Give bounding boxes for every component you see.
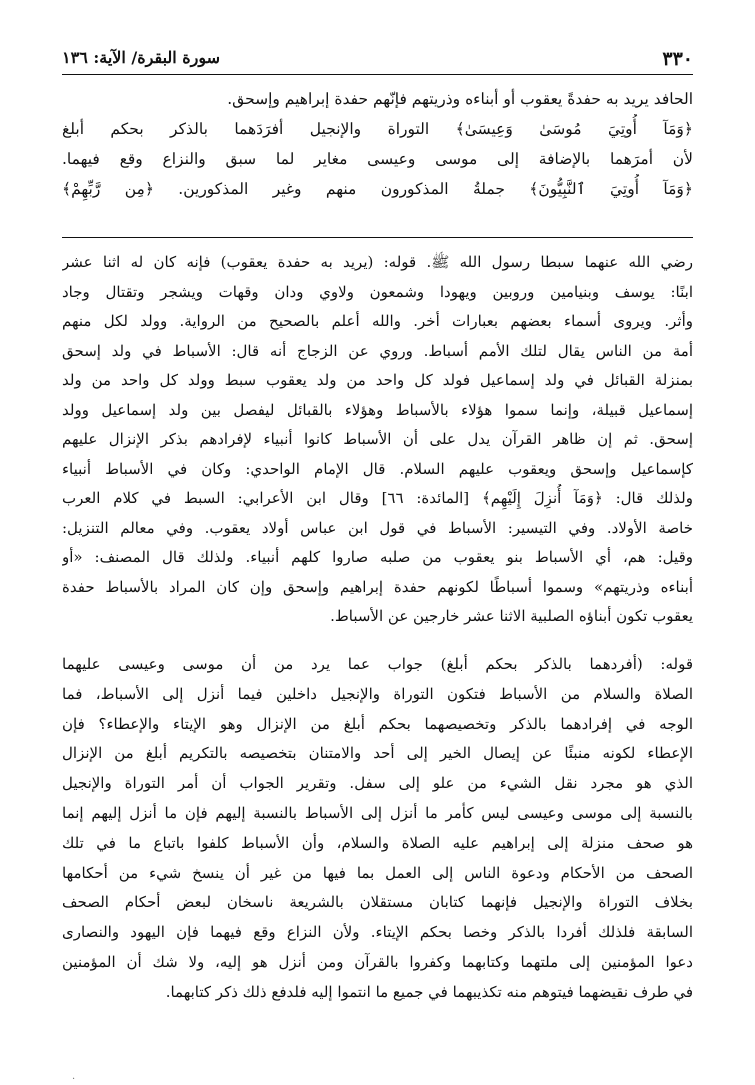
text-line: إسحق. ثم إن ظاهر القرآن يدل على أن الأسباط كانوا أنبياء لإفرادهم بذكر الإنزال عليهم: [62, 430, 693, 448]
text-line: ولذلك قال: ﴿وَمَآ أُنزِلَ إِلَيْهِم﴾ [المائدة: ٦٦] وقال ابن الأعرابي: السبط في كلام العرب: [62, 489, 693, 507]
text-line: ﴿وَمَآ أُوتِيَ ٱلنَّبِيُّونَ﴾ جملةُ المذكورون منهم وغير المذكورين. ﴿مِن رَّبِّهِمْ﴾: [62, 180, 693, 198]
text-line: أمة من الناس يقال لتلك الأمم أسباط. وروي عن الزجاج أنه قال: الأسباط في ولد إسحق: [62, 341, 693, 360]
commentary-section-1: [62, 248, 693, 632]
text-line: في طرف نقيضهما فيتوهم منه تكذيبهما في جميع ما انتموا إليه فلدفع ذلك ذكر كتابهما.: [165, 982, 693, 1001]
text-line: رضي الله عنهما سبطا رسول الله ﷺ. قوله: (يريد به حفدة يعقوب) فإنه كان له اثنا عشر: [62, 253, 693, 271]
text-line: يعقوب تكون أبناؤه الصلبية الاثنا عشر خارجين عن الأسباط.: [330, 607, 693, 625]
text-line: الصحف من الأحكام ودعوة الناس إلى العمل بما فيها من غير أن ينسخ شيء من أحكامها: [62, 863, 693, 882]
text-line: الذي هو مجرد نقل الشيء من علو إلى سفل. وتقرير الجواب أن أمر التوراة والإنجيل: [62, 774, 693, 793]
text-line: لأن أمرَهما بالإضافة إلى موسى وعيسى مغاير لما سبق والنزاع وقع فيهما.: [62, 150, 693, 168]
text-line: إسماعيل قبيلة، وإنما سموا هؤلاء بالأسباط وهؤلاء بالقبائل ليفصل بين ولد إسماعيل وولد: [62, 400, 693, 419]
text-line: الحافد يريد به حفدةً يعقوب أو أبناءه وذريتهم فإنّهم حفدة إبراهيم وإسحق.: [227, 90, 693, 108]
page-header: [62, 46, 693, 75]
text-line: قوله: (أفردهما بالذكر بحكم أبلغ) جواب عما يرد من أن موسى وعيسى عليهما: [62, 655, 693, 673]
text-line: دعوا المؤمنين إلى ملتهما وكتابهما وكفروا بالقرآن ومن أنزل هو إليه، ولا شك أن المؤمنين: [62, 952, 693, 971]
surah-reference: سورة البقرة/ الآية: ١٣٦: [62, 48, 221, 67]
text-line: كإسماعيل وإسحق ويعقوب عليهم السلام. قال الإمام الواحدي: وكان في الأسباط أنبياء: [62, 459, 693, 478]
text-line: أبناءه وذريتهم» وسموا أسباطًا لكونهم حفدة إبراهيم وإسحق وإن كان المراد بالأسباط حفدة: [62, 577, 693, 596]
commentary-section-2: [62, 650, 693, 1008]
page-margin-mark: ·: [72, 1074, 76, 1085]
text-line: وأثر. ويروى أسماء بعضهم بعبارات أخر. والله أعلم بالصحيح من الرواية. وولد لكل منهم: [62, 312, 693, 330]
text-line: السابقة فلذلك أفردا بالذكر وخصا بحكم الإيتاء. ولأن النزاع وقع فيهما فإن اليهود والنصارى: [62, 923, 693, 942]
page-number: ٣٣٠: [662, 48, 693, 70]
text-line: ابنًا: يوسف وبنيامين وروبين ويهودا وشمعون ولاوي ودان وقهات ويشجر وتقتال وجاد: [62, 282, 693, 301]
text-line: الوجه في إفرادهما بالذكر وتخصيصهما بحكم أبلغ من الإنزال وهو الإيتاء والإعطاء؟ فإن: [62, 714, 693, 733]
text-line: خاصة الأولاد. وفي التيسير: الأسباط في قول ابن عباس أولاد يعقوب. وفي معالم التنزيل:: [62, 518, 693, 537]
text-line: هو صحف منزلة إلى إبراهيم عليه الصلاة والسلام، وأن الأسباط كلفوا باتباع ما في تلك: [62, 833, 693, 852]
text-line: ﴿وَمَآ أُوتِيَ مُوسَىٰ وَعِيسَىٰ﴾ التوراة والإنجيل أفرَدَهما بالذكر بحكم أبلغ: [62, 120, 693, 138]
text-line: الإعطاء لكونه منبئًا عن إيصال الخير إلى أحد والامتنان بتخصيصه بالتكريم أبلغ من الإنزال: [62, 744, 693, 763]
text-line: الصلاة والسلام من الأسباط فتكون التوراة والإنجيل داخلين فيما أنزل إلى الأسباط، فما: [62, 684, 693, 703]
main-text: [62, 84, 693, 204]
text-line: وقيل: هم، أي الأسباط بنو يعقوب من صلبه صاروا كلهم أنبياء. ولذلك قال المصنف: «أو: [62, 548, 693, 566]
text-line: بخلاف التوراة والإنجيل فإنهما كتابان مستقلان بالشريعة ناسخان لبعض أحكام الصحف: [62, 893, 693, 912]
section-divider: [62, 237, 693, 238]
text-line: بالنسبة إلى موسى وعيسى ليس كأمر ما أنزل إلى الأسباط بالنسبة إليهم فإن ما أنزل إليهم إنما: [62, 803, 693, 822]
text-line: بمنزلة القبائل في ولد إسماعيل فولد كل واحد من ولد يعقوب سبط وولد كل واحد من ولد: [62, 371, 693, 389]
